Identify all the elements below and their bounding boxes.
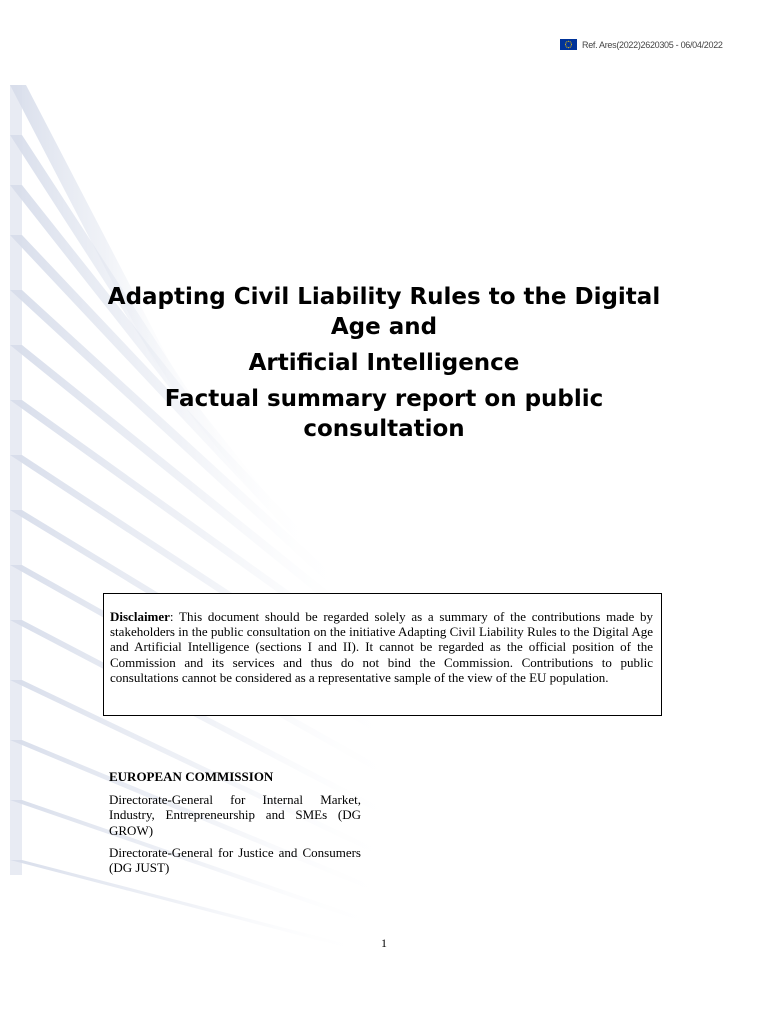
eu-flag-icon — [560, 39, 577, 50]
organization-block — [109, 769, 361, 882]
title-line-3: Factual summary report on public consultation — [164, 386, 604, 442]
directorate-just: Directorate-General for Justice and Consumers (DG JUST) — [109, 844, 361, 876]
page-number: 1 — [381, 936, 387, 950]
reference-number: Ref. Ares(2022)2620305 - 06/04/2022 — [582, 39, 723, 50]
disclaimer-box — [103, 593, 662, 716]
title-line-2: Artificial Intelligence — [248, 350, 520, 376]
disclaimer-label: Disclaimer — [110, 609, 170, 624]
title-line-1: Adapting Civil Liability Rules to the Digital Age and — [107, 284, 661, 340]
reference-stamp — [560, 39, 723, 50]
organization-name: EUROPEAN COMMISSION — [109, 769, 274, 784]
directorate-grow: Directorate-General for Internal Market, Industry, Entrepreneurship and SMEs (DG GROW) — [109, 792, 361, 838]
document-title — [84, 282, 684, 450]
disclaimer-text: : This document should be regarded solely as a summary of the contributions made by stakeholders in the public consultation on the initiative Adapting Civil Liability Rules to the Digital Age and Artificial Intelligence (sections I and II). It cannot be regarded as the official position of the Commission and its services and thus do not bind the Commission. Contributions to public consultations cannot be considered as a representative sample of the view of the EU population. — [110, 609, 653, 685]
